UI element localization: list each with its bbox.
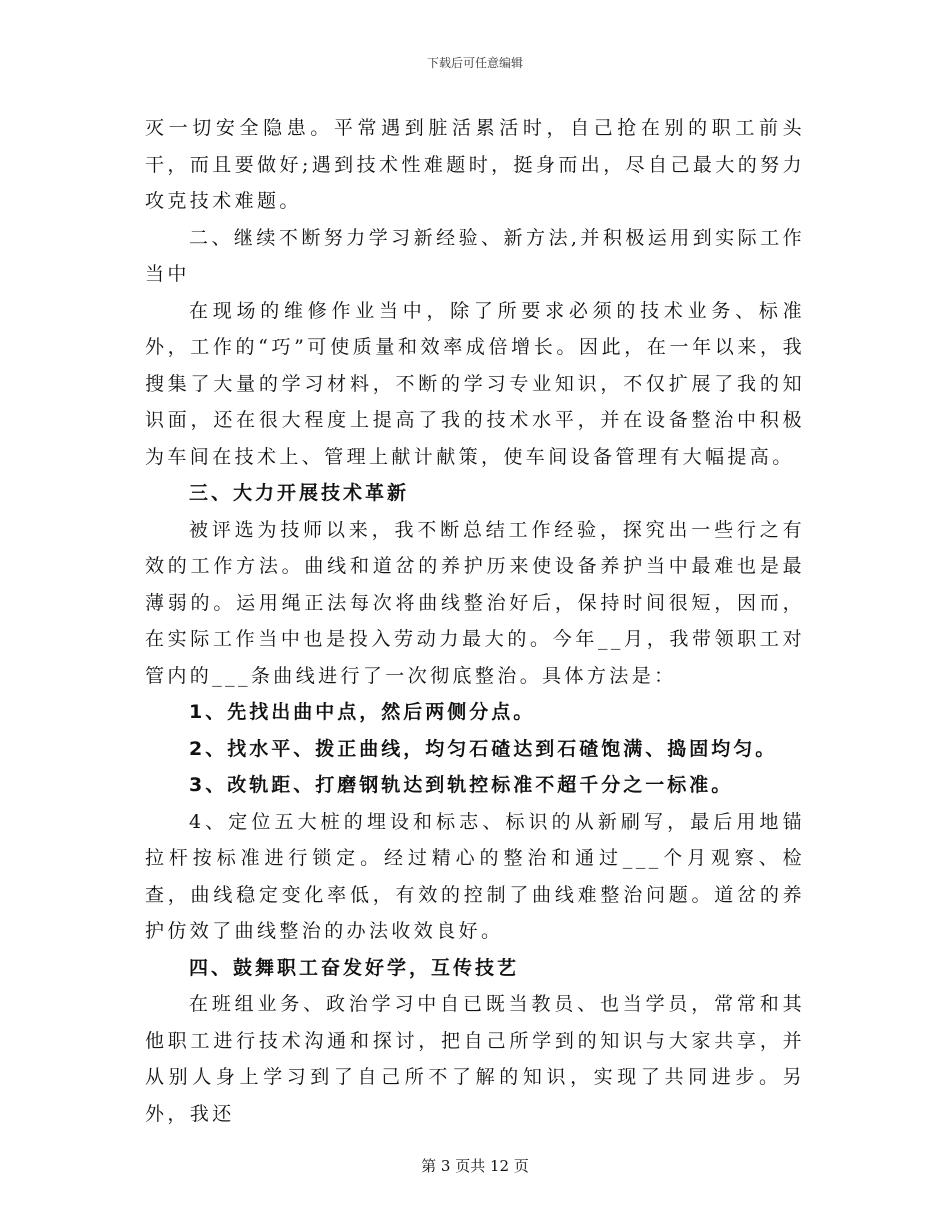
step-item: 2、找水平、拨正曲线，均匀石碴达到石碴饱满、捣固均匀。 bbox=[189, 737, 778, 760]
step-item: 1、先找出曲中点，然后两侧分点。 bbox=[189, 701, 536, 723]
page-number: 第 3 页共 12 页 bbox=[421, 1157, 529, 1175]
section-heading: 二、继续不断努力学习新经验、新方法,并积极运用到实际工作当中 bbox=[145, 226, 805, 285]
page-header-note: 下载后可任意编辑 bbox=[426, 56, 523, 70]
paragraph: 在班组业务、政治学习中自已既当教员、也当学员，常常和其他职工进行技术沟通和探讨，把自己所学到的知识与大家共享，并从别人身上学习到了自己所不了解的知识，实现了共同进步。另外，我还 bbox=[145, 993, 805, 1125]
document-body bbox=[145, 110, 805, 1132]
step-item: 4、定位五大桩的埋设和标志、标识的从新刷写，最后用地锚拉杆按标准进行锁定。经过精心的整治和通过___个月观察、检查，曲线稳定变化率低，有效的控制了曲线难整治问题。道岔的养护仿效了曲线整治的办法收效良好。 bbox=[145, 810, 805, 942]
paragraph: 被评选为技师以来，我不断总结工作经验，探究出一些行之有效的工作方法。曲线和道岔的养护历来使设备养护当中最难也是最薄弱的。运用绳正法每次将曲线整治好后，保持时间很短，因而，在实际工作当中也是投入劳动力最大的。今年__月，我带领职工对管内的___条曲线进行了一次彻底整治。具体方法是： bbox=[145, 518, 805, 687]
section-heading: 四、鼓舞职工奋发好学，互传技艺 bbox=[189, 956, 520, 979]
section-heading: 三、大力开展技术革新 bbox=[189, 482, 410, 504]
paragraph: 灭一切安全隐患。平常遇到脏活累活时，自己抢在别的职工前头干，而且要做好;遇到技术性难题时，挺身而出，尽自己最大的努力攻克技术难题。 bbox=[145, 117, 805, 212]
step-item: 3、改轨距、打磨钢轨达到轨控标准不超千分之一标准。 bbox=[189, 774, 734, 796]
paragraph: 在现场的维修作业当中，除了所要求必须的技术业务、标准外，工作的“巧”可使质量和效率成倍增长。因此，在一年以来，我搜集了大量的学习材料，不断的学习专业知识，不仅扩展了我的知识面，还在很大程度上提高了我的技术水平，并在设备整治中积极为车间在技术上、管理上献计献策，使车间设备管理有大幅提高。 bbox=[145, 299, 805, 468]
